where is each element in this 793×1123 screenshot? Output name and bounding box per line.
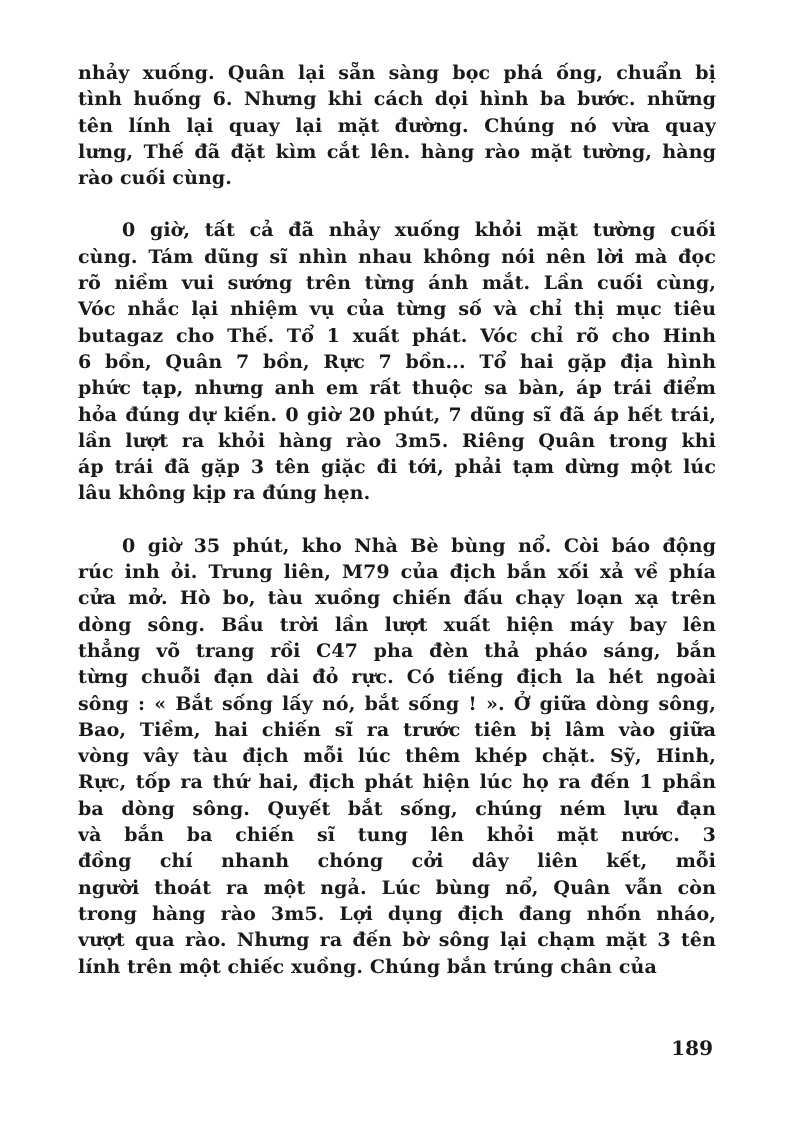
text-line: lưng, Thế đã đặt kìm cắt lên. hàng rào mặt tường, hàng bbox=[78, 140, 716, 163]
text-line: dòng sông. Bầu trời lần lượt xuất hiện máy bay lên bbox=[78, 613, 716, 636]
text-line: phức tạp, nhưng anh em rất thuộc sa bàn, áp trái điểm bbox=[78, 377, 716, 400]
text-line: rúc inh ỏi. Trung liên, M79 của địch bắn xối xả về phía bbox=[78, 561, 716, 584]
text-line: và bắn ba chiến sĩ tung lên khỏi mặt nước. 3 bbox=[78, 824, 716, 847]
text-line: thẳng võ trang rồi C47 pha đèn thả pháo sáng, bắn bbox=[78, 639, 716, 662]
text-line: vượt qua rào. Nhưng ra đến bờ sông lại chạm mặt 3 tên bbox=[78, 929, 716, 952]
text-line: sông : « Bắt sống lấy nó, bắt sống ! ». Ở giữa dòng sông, bbox=[78, 692, 716, 715]
text-line: Rực, tốp ra thứ hai, địch phát hiện lúc họ ra đến 1 phần bbox=[78, 771, 716, 794]
text-line: ba dòng sông. Quyết bắt sống, chúng ném lựu đạn bbox=[78, 797, 716, 820]
text-line: nhảy xuống. Quân lại sẵn sàng bọc phá ống, chuẩn bị bbox=[78, 62, 716, 84]
text-line: lính trên một chiếc xuồng. Chúng bắn trúng chân của bbox=[78, 955, 657, 978]
text-line: tên lính lại quay lại mặt đường. Chúng nó vừa quay bbox=[78, 114, 716, 137]
text-line: lâu không kịp ra đúng hẹn. bbox=[78, 482, 371, 505]
text-line: hỏa đúng dự kiến. 0 giờ 20 phút, 7 dũng sĩ đã áp hết trái, bbox=[78, 403, 716, 426]
text-line: 0 giờ 35 phút, kho Nhà Bè bùng nổ. Còi báo động bbox=[122, 534, 716, 557]
text-line: 0 giờ, tất cả đã nhảy xuống khỏi mặt tường cuối bbox=[122, 219, 716, 242]
text-line: người thoát ra một ngả. Lúc bùng nổ, Quân vẫn còn bbox=[78, 876, 716, 899]
text-line: 6 bồn, Quân 7 bồn, Rực 7 bồn... Tổ hai gặp địa hình bbox=[78, 350, 716, 373]
text-line: lần lượt ra khỏi hàng rào 3m5. Riêng Quân trong khi bbox=[78, 429, 716, 452]
page-number: 189 bbox=[671, 1036, 713, 1060]
text-line: áp trái đã gặp 3 tên giặc đi tới, phải tạm dừng một lúc bbox=[78, 456, 716, 479]
paragraph-gap bbox=[78, 191, 716, 217]
text-line: trong hàng rào 3m5. Lợi dụng địch đang nhốn nháo, bbox=[78, 902, 716, 925]
text-line: Vóc nhắc lại nhiệm vụ của từng số và chỉ thị mục tiêu bbox=[78, 298, 716, 321]
text-line: tình huống 6. Nhưng khi cách dọi hình ba bước. những bbox=[78, 88, 716, 111]
paragraph bbox=[78, 217, 716, 506]
text-line: rõ niềm vui sướng trên từng ánh mắt. Lần cuối cùng, bbox=[78, 272, 716, 295]
text-line: rào cuối cùng. bbox=[78, 167, 232, 190]
paragraph bbox=[78, 60, 716, 191]
text-line: vòng vây tàu địch mỗi lúc thêm khép chặt. Sỹ, Hinh, bbox=[78, 745, 716, 768]
text-line: từng chuỗi đạn dài đỏ rực. Có tiếng địch la hét ngoài bbox=[78, 666, 716, 689]
paragraph bbox=[78, 533, 716, 980]
text-line: butagaz cho Thế. Tổ 1 xuất phát. Vóc chỉ rõ cho Hinh bbox=[78, 324, 716, 347]
text-line: cùng. Tám dũng sĩ nhìn nhau không nói nên lời mà đọc bbox=[78, 245, 716, 268]
text-line: Bao, Tiềm, hai chiến sĩ ra trước tiên bị lâm vào giữa bbox=[78, 718, 716, 741]
text-line: cửa mở. Hò bo, tàu xuồng chiến đấu chạy loạn xạ trên bbox=[78, 587, 716, 610]
paragraph-gap bbox=[78, 507, 716, 533]
body-text bbox=[78, 60, 716, 980]
text-line: đồng chí nhanh chóng cởi dây liên kết, mỗi bbox=[78, 850, 716, 873]
